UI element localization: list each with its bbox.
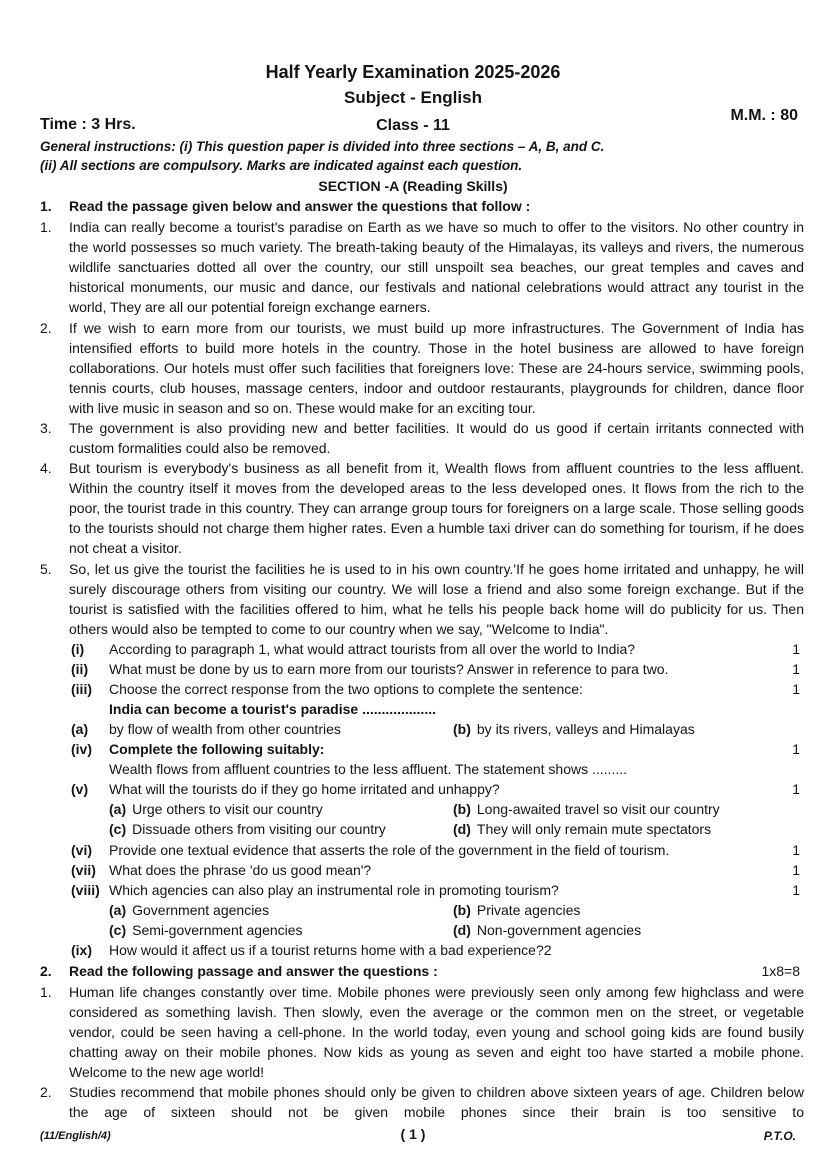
passage-paragraph: If we wish to earn more from our tourists, we must build up more infrastructures. The Government of India has intensified efforts to build more hotels in the country. Those in the hotel business are allowed to have foreign collaborations. Our hotels must offer such facilities that foreigners love: These are 24-hours service, swimming pools, tennis courts, club houses, massage centers, indoor and outdoor restaurants, playgrounds for children, dance floor with live music in season and so on. These would make for an exciting tour. <box>69 320 804 416</box>
q2-marks: 1x8=8 <box>761 963 800 979</box>
question-text: What does the phrase 'do us good mean'? <box>109 862 372 878</box>
option-a <box>109 900 269 920</box>
paragraph-number: 5. <box>40 561 52 577</box>
question-text: What will the tourists do if they go home irritated and unhappy? <box>109 781 500 797</box>
option-text: Dissuade others from visiting our country <box>132 821 386 837</box>
q1-number: 1. <box>40 198 52 214</box>
q4-statement: Wealth flows from affluent countries to the less affluent. The statement shows ......... <box>109 761 627 777</box>
question-text: What must be done by us to earn more from our tourists? Answer in reference to para two. <box>109 661 669 677</box>
option-text: by flow of wealth from other countries <box>109 721 341 737</box>
option-label: (b) <box>453 721 471 737</box>
passage-paragraph: Studies recommend that mobile phones should only be given to children above sixteen years of age. Children below the age of sixteen should not be given mobile phones since their brain is too sensitive to <box>69 1084 804 1120</box>
q3-sentence: India can become a tourist's paradise ................... <box>109 701 436 717</box>
option-text: Non-government agencies <box>476 922 642 938</box>
question-text: Complete the following suitably: <box>109 741 325 757</box>
question-marks: 1 <box>792 641 800 657</box>
paper-code: (11/English/4) <box>40 1130 111 1142</box>
question-number: (vii) <box>71 862 96 878</box>
paragraph-number: 1. <box>40 219 52 235</box>
option-label: (c) <box>109 922 127 938</box>
paragraph-number: 3. <box>40 420 52 436</box>
option-label: (b) <box>453 902 471 918</box>
exam-title: Half Yearly Examination 2025-2026 <box>265 62 561 82</box>
passage-paragraph: So, let us give the tourist the facilities he is used to in his own country.'If he goes home irritated and unhappy, he will surely discourage others from visiting our country. We will lose a friend and also some foreign exchange. But if the tourist is satisfied with the facilities offered to him, what he tells his people back home will do publicity for us. Then others would also be tempted to come to our country when we say, "Welcome to India". <box>69 561 804 637</box>
question-text: How would it affect us if a tourist returns home with a bad experience?2 <box>109 942 552 958</box>
option-text: by its rivers, valleys and Himalayas <box>476 721 695 737</box>
option-text: Private agencies <box>476 902 581 918</box>
option-label: (a) <box>109 902 127 918</box>
option-c <box>109 920 303 940</box>
option-label: (a) <box>71 721 89 737</box>
question-marks: 1 <box>792 862 800 878</box>
general-instruction-1: General instructions: (i) This question paper is divided into three sections – A, B, and C. <box>40 139 605 154</box>
question-number: (vi) <box>71 842 92 858</box>
question-marks: 1 <box>792 741 800 757</box>
passage-paragraph: The government is also providing new and better facilities. It would do us good if certain irritants connected with custom formalities could also be removed. <box>69 420 804 456</box>
option-c <box>109 819 386 839</box>
pto-label: P.T.O. <box>763 1129 796 1143</box>
option-d <box>453 920 641 940</box>
question-text: Which agencies can also play an instrumental role in promoting tourism? <box>109 882 559 898</box>
question-number: (viii) <box>71 882 100 898</box>
option-b <box>453 799 720 819</box>
question-text: According to paragraph 1, what would attract tourists from all over the world to India? <box>109 641 636 657</box>
question-marks: 1 <box>792 661 800 677</box>
question-text: Provide one textual evidence that asserts the role of the government in the field of tourism. <box>109 842 670 858</box>
paragraph-number: 4. <box>40 460 52 476</box>
page-number: ( 1 ) <box>400 1126 426 1142</box>
general-instruction-2: (ii) All sections are compulsory. Marks are indicated against each question. <box>40 158 523 173</box>
option-text: Government agencies <box>132 902 270 918</box>
question-marks: 1 <box>792 882 800 898</box>
question-number: (i) <box>71 641 85 657</box>
paragraph-number: 2. <box>40 1084 52 1100</box>
option-label: (d) <box>453 922 471 938</box>
option-d <box>453 819 711 839</box>
option-b <box>453 900 580 920</box>
question-number: (ix) <box>71 942 92 958</box>
paragraph-number: 1. <box>40 984 52 1000</box>
option-text: Semi-government agencies <box>132 922 303 938</box>
question-marks: 1 <box>792 842 800 858</box>
q1-heading: Read the passage given below and answer the questions that follow : <box>69 198 531 214</box>
section-a-title: SECTION -A (Reading Skills) <box>318 178 508 194</box>
question-marks: 1 <box>792 681 800 697</box>
option-text: Urge others to visit our country <box>132 801 323 817</box>
question-number: (ii) <box>71 661 89 677</box>
subject-title: Subject - English <box>344 88 482 107</box>
option-b <box>453 719 695 739</box>
option-text: They will only remain mute spectators <box>476 821 712 837</box>
option-text: Long-awaited travel so visit our country <box>476 801 720 817</box>
question-text: Choose the correct response from the two options to complete the sentence: <box>109 681 583 697</box>
max-marks: M.M. : 80 <box>730 107 798 124</box>
option-label: (b) <box>453 801 471 817</box>
question-number: (v) <box>71 781 89 797</box>
q2-heading: Read the following passage and answer the questions : <box>69 963 438 979</box>
option-label: (a) <box>109 801 127 817</box>
option-label: (d) <box>453 821 471 837</box>
passage-paragraph: India can really become a tourist's paradise on Earth as we have so much to offer to the visitors. No other country in the world possesses so much variety. The breath-taking beauty of the Himalayas, its valleys and rivers, the numerous wildlife sanctuaries dotted all over the country, our still unspoilt sea beaches, our great temples and caves and historical monuments, our music and dance, our festivals and national celebrations would attract any tourist in the world, They are all our potential foreign exchange earners. <box>69 219 804 315</box>
option-label: (c) <box>109 821 127 837</box>
q2-number: 2. <box>40 963 52 979</box>
passage-paragraph: But tourism is everybody's business as all benefit from it, Wealth flows from affluent countries to the less affluent. Within the country itself it moves from the developed areas to the less developed ones. It flows from the rich to the poor, the tourist trade in this country. They can arrange group tours for foreigners on a large scale. Those selling goods to the tourists should not charge them higher rates. Even a humble taxi driver can do something for tourism, if he does not cheat a visitor. <box>69 460 804 556</box>
question-number: (iv) <box>71 741 92 757</box>
question-marks: 1 <box>792 781 800 797</box>
question-number: (iii) <box>71 681 92 697</box>
paragraph-number: 2. <box>40 320 52 336</box>
passage-paragraph: Human life changes constantly over time. Mobile phones were previously seen only among few highclass and were considered as something lavish. Then slowly, even the average or the common men on the street, or vegetable vendor, could be seen having a cell-phone. In the world today, even young and school going kids are found busily chatting away on their mobile phones. Now kids as young as seven and eight too have started a mobile phone. Welcome to the new age world! <box>69 984 804 1080</box>
option-a <box>109 799 323 819</box>
class-label: Class - 11 <box>376 117 450 134</box>
time-allowed: Time : 3 Hrs. <box>40 116 136 133</box>
